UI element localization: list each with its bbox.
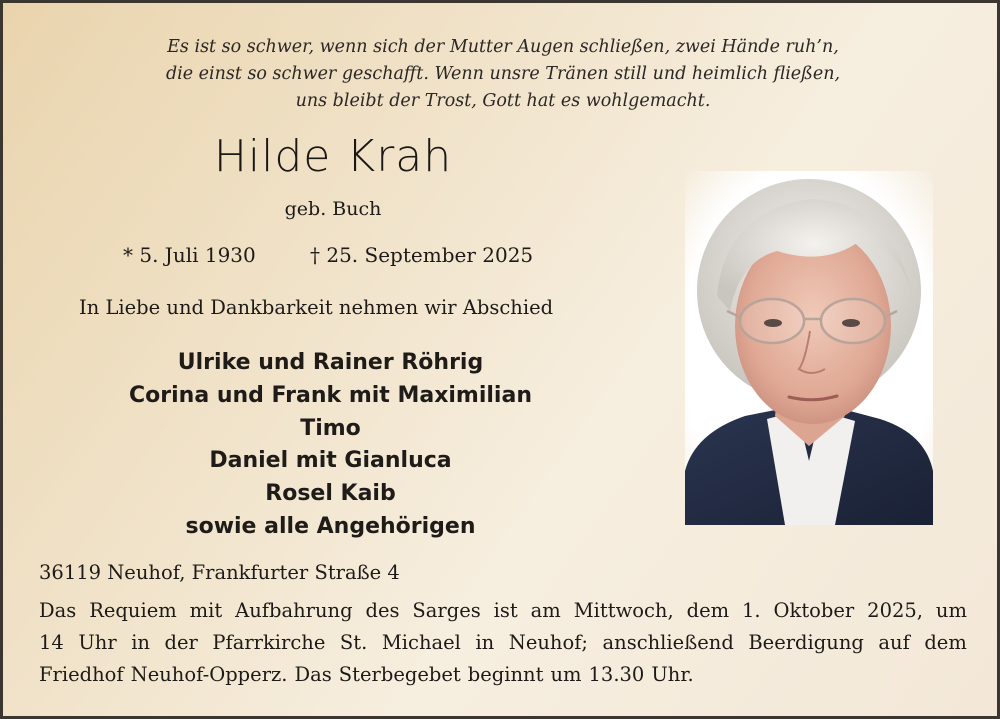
service-word: Das [294, 663, 332, 686]
service-word: Uhr. [651, 663, 694, 686]
service-word: Mittwoch, [573, 599, 674, 622]
quote-line: Es ist so schwer, wenn sich der Mutter Augen schließen, zwei Hände ruh’n, [167, 37, 839, 57]
service-word: auf [878, 631, 910, 654]
service-word: Friedhof [39, 663, 124, 686]
service-word: mit [189, 599, 223, 622]
service-word: Sarges [412, 599, 481, 622]
service-word: anschließend [602, 631, 734, 654]
service-word: 1. [742, 599, 761, 622]
birth-date: * 5. Juli 1930 [123, 243, 256, 267]
mourner-line: Timo [300, 415, 361, 441]
death-date: † 25. September 2025 [310, 243, 534, 267]
service-word: 13.30 [588, 663, 645, 686]
service-word: Beerdigung [748, 631, 864, 654]
service-word: des [365, 599, 400, 622]
service-word: Requiem [89, 599, 177, 622]
service-word: Aufbahrung [235, 599, 353, 622]
farewell-text: In Liebe und Dankbarkeit nehmen wir Abschied [79, 296, 554, 319]
service-word: Oktober [773, 599, 855, 622]
portrait-photo [685, 171, 933, 525]
memorial-quote [103, 34, 903, 115]
service-word: Pfarrkirche [212, 631, 326, 654]
maiden-name: geb. Buch [284, 198, 382, 220]
service-word: Sterbegebet [338, 663, 461, 686]
service-word: dem [686, 599, 730, 622]
mourner-line: Daniel mit Gianluca [209, 448, 452, 474]
service-word: dem [924, 631, 967, 654]
service-word: Das [39, 599, 77, 622]
service-word: Uhr [78, 631, 117, 654]
service-line [39, 595, 967, 627]
service-word: um [550, 663, 582, 686]
mourner-line: Corina und Frank mit Maximilian [129, 382, 532, 408]
service-word: in [475, 631, 495, 654]
service-word: Neuhof; [508, 631, 588, 654]
service-word: Neuhof-Opperz. [130, 663, 288, 686]
family-address: 36119 Neuhof, Frankfurter Straße 4 [39, 561, 400, 584]
quote-line: uns bleibt der Trost, Gott hat es wohlgemacht. [295, 91, 711, 111]
service-word: um [935, 599, 967, 622]
mourners-list [73, 347, 588, 544]
service-word: der [164, 631, 198, 654]
service-word: am [530, 599, 561, 622]
service-line [39, 659, 967, 691]
service-line [39, 627, 967, 659]
quote-line: die einst so schwer geschafft. Wenn unsre Tränen still und heimlich fließen, [165, 64, 841, 84]
service-word: in [131, 631, 150, 654]
service-announcement [39, 595, 967, 691]
service-word: Michael [381, 631, 461, 654]
service-word: St. [339, 631, 368, 654]
mourner-line: sowie alle Angehörigen [185, 513, 476, 539]
mourner-line: Rosel Kaib [265, 481, 396, 507]
service-word: 2025, [867, 599, 923, 622]
service-word: 14 [39, 631, 64, 654]
service-word: ist [493, 599, 518, 622]
mourner-line: Ulrike und Rainer Röhrig [177, 350, 484, 375]
deceased-name: Hilde Krah [213, 131, 453, 182]
service-word: beginnt [467, 663, 544, 686]
